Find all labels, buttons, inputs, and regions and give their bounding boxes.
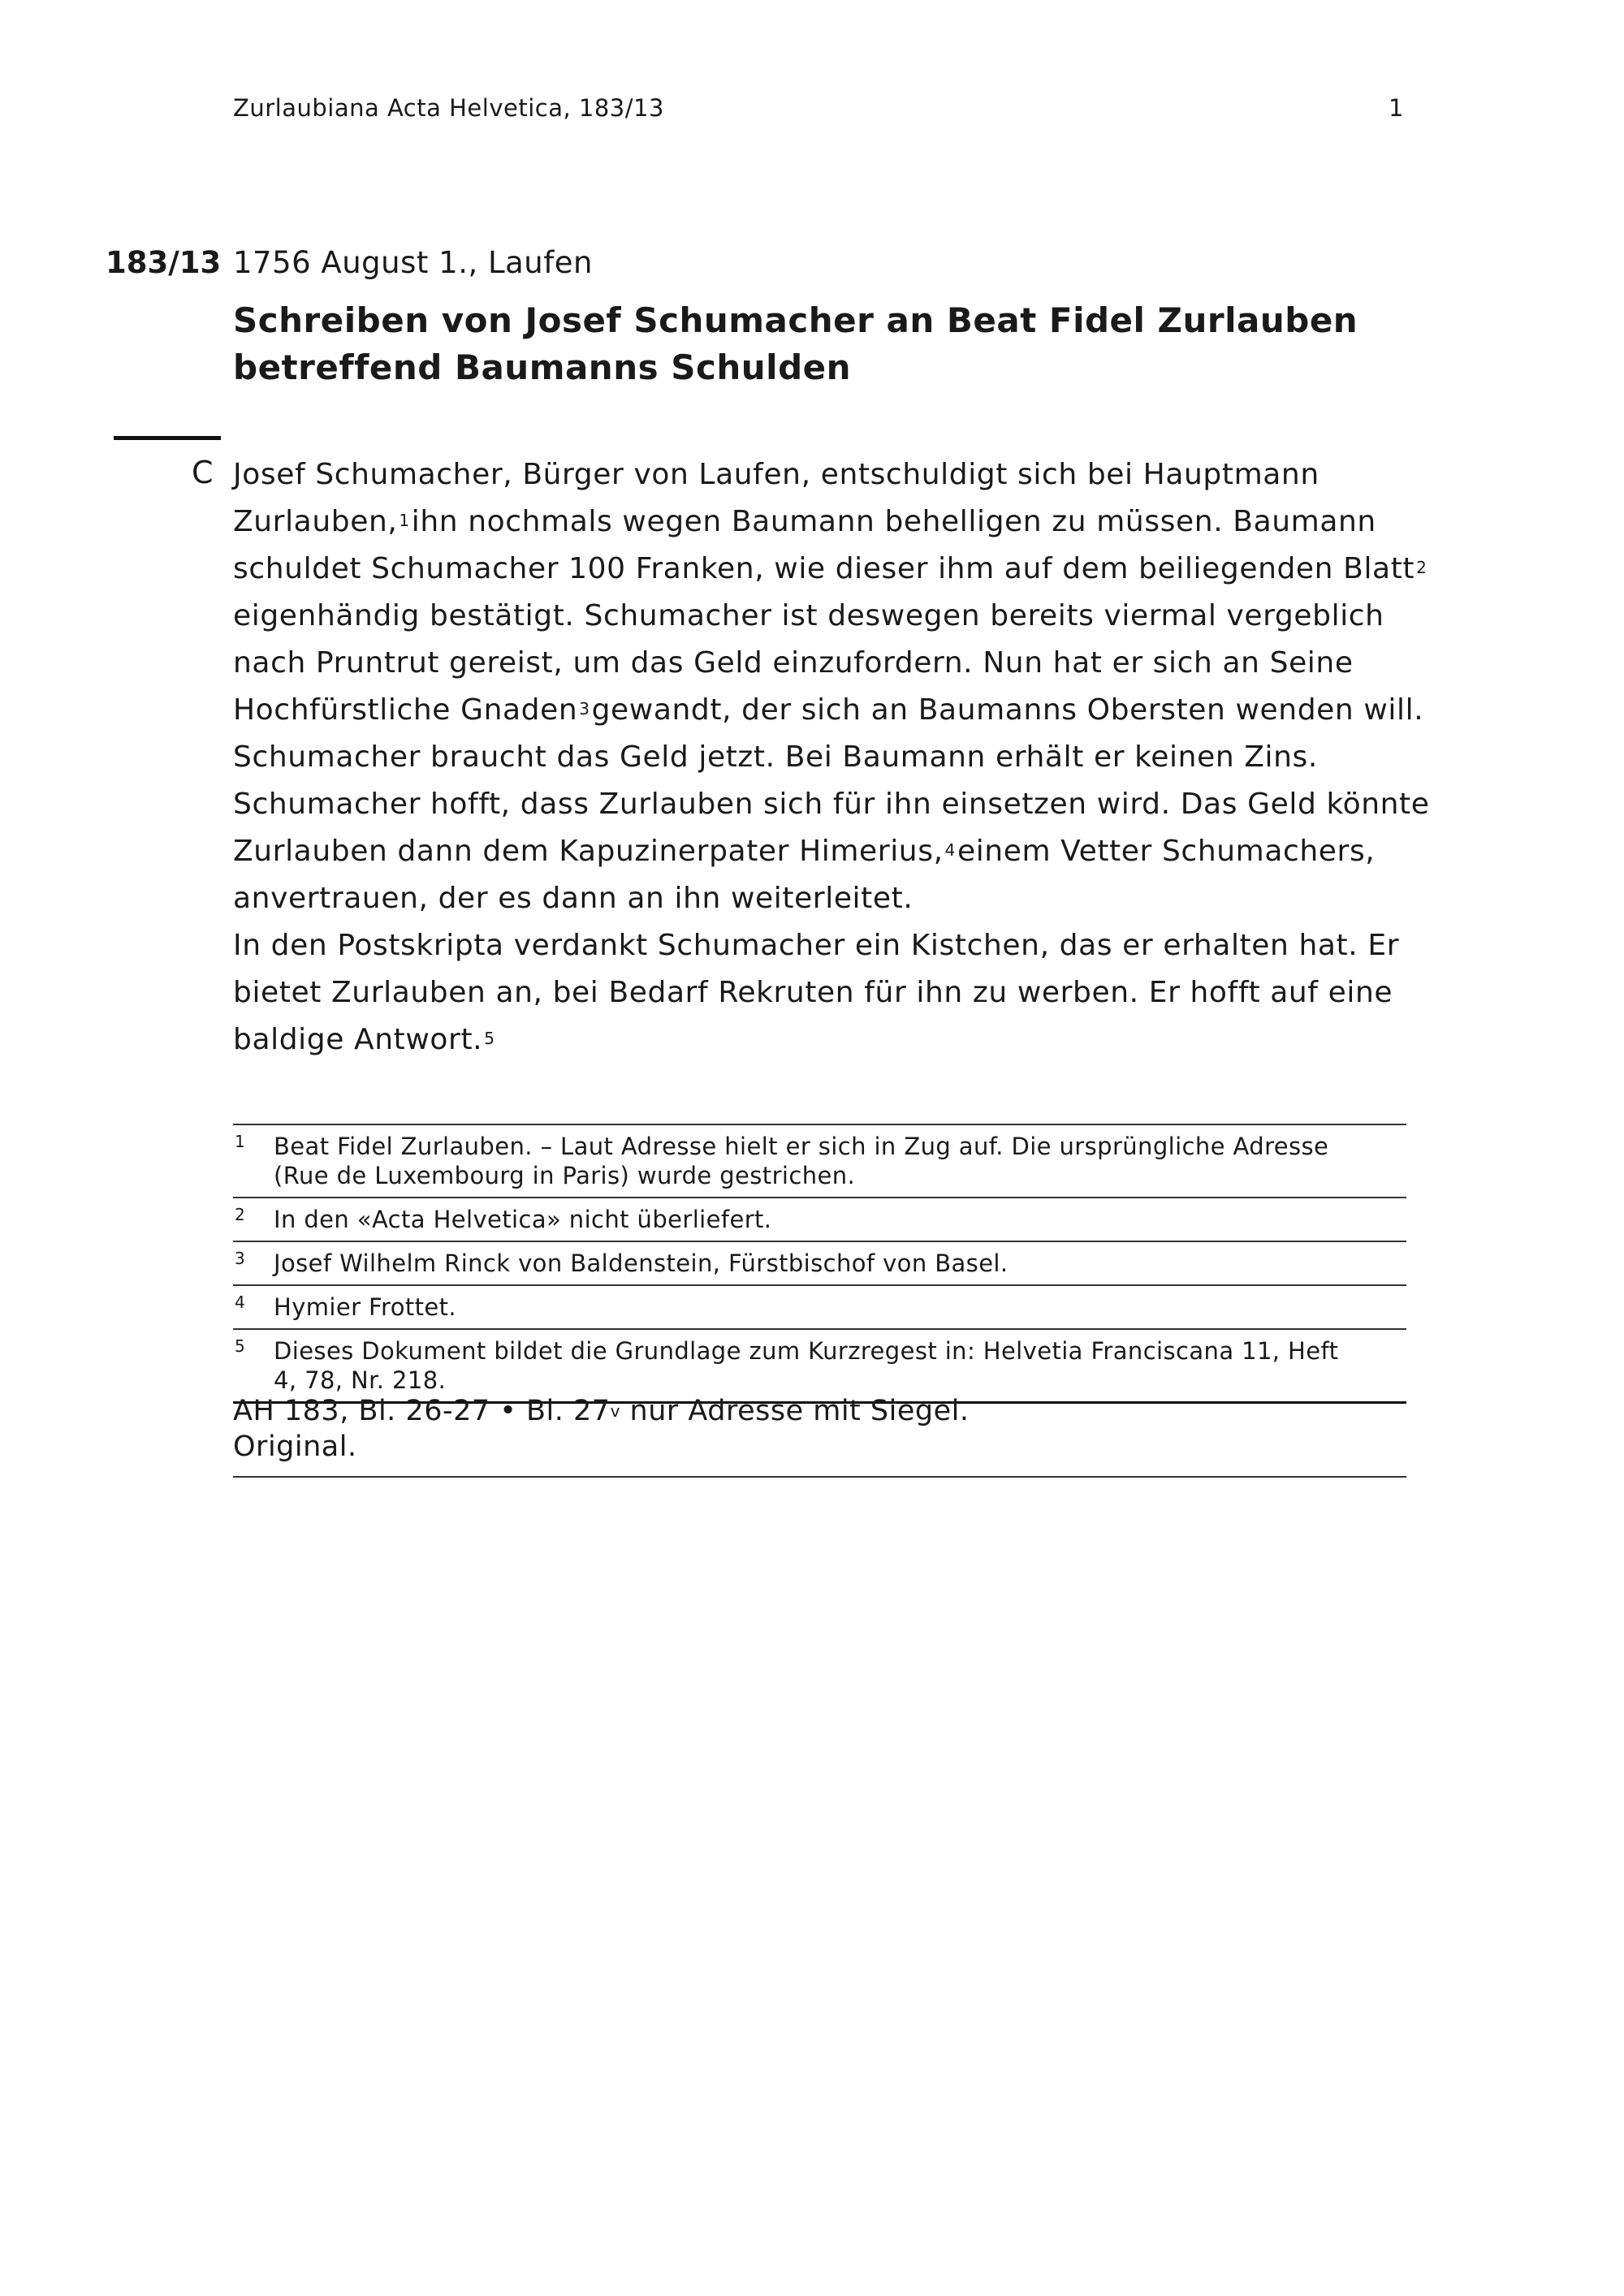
title-line: Schreiben von Josef Schumacher an Beat Fidel Zurlauben xyxy=(233,300,1358,340)
regest-line: Schumacher braucht das Geld jetzt. Bei Baumann erhält er keinen Zins. xyxy=(233,740,1318,774)
document-date-place: 1756 August 1., Laufen xyxy=(233,245,593,280)
regest-text xyxy=(233,451,1430,1064)
source-line: Original. xyxy=(233,1431,357,1463)
source-line xyxy=(233,1393,1406,1429)
regest-line xyxy=(233,546,1427,593)
running-title: Zurlaubiana Acta Helvetica, 183/13 xyxy=(233,94,664,122)
regest-text-fragment: schuldet Schumacher 100 Franken, wie dieser ihm auf dem beiliegenden Blatt xyxy=(233,552,1415,585)
footnote-reference[interactable]: 1 xyxy=(399,511,410,530)
regest-text-fragment: baldige Antwort. xyxy=(233,1023,483,1056)
page-number: 1 xyxy=(1389,94,1404,122)
regest-line xyxy=(233,828,1410,875)
title-line: betreffend Baumanns Schulden xyxy=(233,347,852,387)
regest-line xyxy=(233,1016,1410,1064)
regest-line: Schumacher hofft, dass Zurlauben sich für ihn einsetzen wird. Das Geld könnte xyxy=(233,788,1430,821)
regest-text-fragment: ihn nochmals wegen Baumann behelligen zu müssen. Baumann xyxy=(411,505,1376,538)
margin-letter: C xyxy=(192,455,214,490)
footnote-number: 2 xyxy=(235,1205,246,1224)
footnote-number: 3 xyxy=(235,1249,246,1268)
footnote-number: 4 xyxy=(235,1293,246,1312)
footnote xyxy=(233,1125,1406,1198)
footnote-text: Hymier Frottet. xyxy=(274,1293,457,1321)
source-note xyxy=(233,1393,1406,1478)
footnote xyxy=(233,1242,1406,1286)
regest-text-fragment: Zurlauben dann dem Kapuzinerpater Himerius, xyxy=(233,835,944,868)
document-title xyxy=(233,297,1402,391)
footnote-reference[interactable]: 5 xyxy=(484,1029,495,1048)
verso-superscript: v xyxy=(610,1401,620,1421)
footnote-reference[interactable]: 2 xyxy=(1416,558,1427,577)
regest-line: anvertrauen, der es dann an ihn weiterleitet. xyxy=(233,882,914,915)
source-text-fragment: AH 183, Bl. 26-27 • Bl. 27 xyxy=(233,1395,611,1427)
footnote-text: 4, 78, Nr. 218. xyxy=(274,1366,447,1394)
footnote-text: Beat Fidel Zurlauben. – Laut Adresse hielt er sich in Zug auf. Die ursprüngliche Adresse xyxy=(274,1133,1329,1160)
footnote-number: 1 xyxy=(235,1132,246,1151)
regest-line: Josef Schumacher, Bürger von Laufen, entschuldigt sich bei Hauptmann xyxy=(233,458,1320,491)
footnote-text: (Rue de Luxembourg in Paris) wurde gestrichen. xyxy=(274,1162,856,1189)
regest-line: In den Postskripta verdankt Schumacher ein Kistchen, das er erhalten hat. Er xyxy=(233,929,1400,962)
footnote-text: In den «Acta Helvetica» nicht überliefert. xyxy=(274,1206,772,1233)
footnote-text: Dieses Dokument bildet die Grundlage zum Kurzregest in: Helvetia Franciscana 11, Heft xyxy=(274,1337,1339,1365)
footnote xyxy=(233,1198,1406,1242)
margin-rule xyxy=(114,436,221,440)
regest-line: nach Pruntrut gereist, um das Geld einzufordern. Nun hat er sich an Seine xyxy=(233,646,1354,680)
footnotes xyxy=(233,1124,1406,1404)
regest-line xyxy=(233,498,1410,546)
footnote-reference[interactable]: 3 xyxy=(579,699,590,719)
footnote xyxy=(233,1286,1406,1330)
running-header xyxy=(233,94,1404,122)
document-number: 183/13 xyxy=(106,245,222,280)
source-text-fragment: nur Adresse mit Siegel. xyxy=(620,1395,970,1427)
footnote-number: 5 xyxy=(235,1336,246,1356)
regest-line: bietet Zurlauben an, bei Bedarf Rekruten für ihn zu werben. Er hofft auf eine xyxy=(233,976,1393,1009)
regest-text-fragment: einem Vetter Schumachers, xyxy=(957,835,1376,868)
regest-text-fragment: Zurlauben, xyxy=(233,505,398,538)
regest-text-fragment: Hochfürstliche Gnaden xyxy=(233,693,578,727)
regest-line xyxy=(233,687,1424,734)
footnote-reference[interactable]: 4 xyxy=(944,840,956,860)
regest-line: eigenhändig bestätigt. Schumacher ist deswegen bereits viermal vergeblich xyxy=(233,599,1384,632)
footnote-text: Josef Wilhelm Rinck von Baldenstein, Fürstbischof von Basel. xyxy=(274,1249,1009,1277)
regest-text-fragment: gewandt, der sich an Baumanns Obersten wenden will. xyxy=(591,693,1424,727)
